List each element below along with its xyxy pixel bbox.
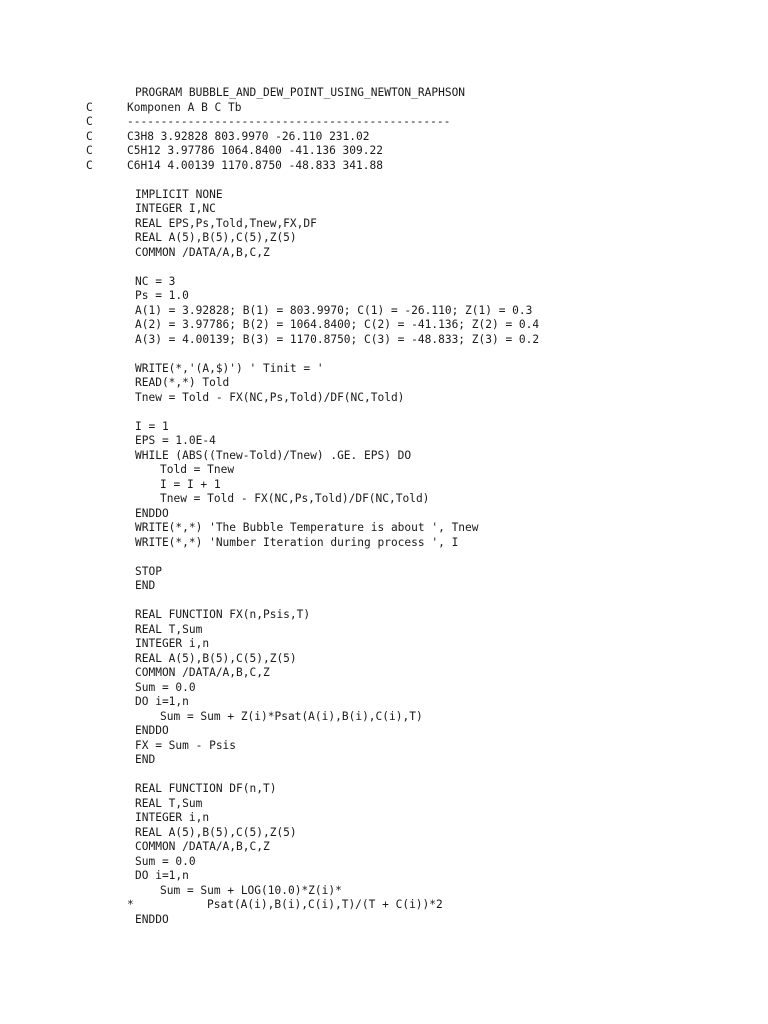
code-line: [0, 869, 768, 884]
code-text: Ps = 1.0: [135, 289, 189, 302]
code-line: [0, 449, 768, 464]
code-line: [0, 463, 768, 478]
code-line: [0, 260, 768, 275]
code-line: [0, 594, 768, 609]
code-line: [0, 130, 768, 145]
code-line: [0, 231, 768, 246]
code-line: [0, 826, 768, 841]
comment-text: C5H12 3.97786 1064.8400 -41.136 309.22: [127, 144, 383, 157]
code-line: [0, 797, 768, 812]
continuation-marker: *: [127, 898, 134, 911]
code-text: END: [135, 579, 156, 592]
code-text: END: [135, 753, 156, 766]
comment-text: C6H14 4.00139 1170.8750 -48.833 341.88: [127, 158, 383, 172]
code-text: Sum = 0.0: [135, 680, 196, 694]
code-line: [0, 840, 768, 855]
code-text: Psat(A(i),B(i),C(i),T)/(T + C(i))*2: [207, 898, 443, 911]
code-line: [0, 521, 768, 536]
code-line: [0, 202, 768, 217]
code-line: [0, 173, 768, 188]
comment-text: Komponen A B C Tb: [127, 100, 242, 114]
code-line: [0, 420, 768, 435]
comment-marker: C: [86, 144, 93, 157]
code-line: [0, 347, 768, 362]
code-text: INTEGER i,n: [135, 811, 210, 824]
code-text: REAL FUNCTION FX(n,Psis,T): [135, 608, 311, 621]
code-line: [0, 434, 768, 449]
code-text: I = 1: [135, 419, 169, 433]
code-line: [0, 362, 768, 377]
code-line: [0, 768, 768, 783]
code-line: [0, 144, 768, 159]
code-line: [0, 115, 768, 130]
code-line: [0, 318, 768, 333]
code-line: [0, 492, 768, 507]
code-text: NC = 3: [135, 274, 176, 288]
code-line: [0, 507, 768, 522]
code-line: [0, 579, 768, 594]
code-text: REAL A(5),B(5),C(5),Z(5): [135, 651, 297, 665]
code-text: COMMON /DATA/A,B,C,Z: [135, 840, 270, 853]
code-line: [0, 536, 768, 551]
code-text: WRITE(*,'(A,$)') ' Tinit = ': [135, 361, 324, 375]
code-text: REAL T,Sum: [135, 622, 203, 636]
code-line: [0, 710, 768, 725]
code-line: [0, 550, 768, 565]
code-line: [0, 608, 768, 623]
code-line: [0, 391, 768, 406]
code-text: Sum = 0.0: [135, 854, 196, 868]
code-line: [0, 217, 768, 232]
code-text: STOP: [135, 564, 162, 578]
code-text: Tnew = Told - FX(NC,Ps,Told)/DF(NC,Told): [160, 492, 430, 505]
code-line: [0, 666, 768, 681]
comment-text: C3H8 3.92828 803.9970 -26.110 231.02: [127, 129, 370, 143]
code-line: [0, 637, 768, 652]
comment-marker: C: [86, 100, 93, 114]
code-line: [0, 188, 768, 203]
code-line: [0, 724, 768, 739]
code-text: REAL A(5),B(5),C(5),Z(5): [135, 825, 297, 839]
code-line: [0, 405, 768, 420]
code-line: [0, 811, 768, 826]
code-line: [0, 739, 768, 754]
code-line: [0, 681, 768, 696]
code-text: DO i=1,n: [135, 869, 189, 882]
code-line: [0, 86, 768, 101]
code-text: COMMON /DATA/A,B,C,Z: [135, 245, 270, 259]
code-line: [0, 478, 768, 493]
code-text: A(3) = 4.00139; B(3) = 1170.8750; C(3) = -48.833; Z(3) = 0.2: [135, 332, 540, 346]
code-line: [0, 333, 768, 348]
code-text: A(1) = 3.92828; B(1) = 803.9970; C(1) = -26.110; Z(1) = 0.3: [135, 303, 533, 317]
code-text: ENDDO: [135, 506, 169, 520]
code-text: REAL EPS,Ps,Told,Tnew,FX,DF: [135, 216, 317, 230]
code-line: [0, 782, 768, 797]
code-text: REAL T,Sum: [135, 796, 203, 810]
code-text: REAL A(5),B(5),C(5),Z(5): [135, 231, 297, 244]
code-line: [0, 753, 768, 768]
code-text: Told = Tnew: [160, 463, 235, 476]
code-text: PROGRAM BUBBLE_AND_DEW_POINT_USING_NEWTON_RAPHSON: [135, 86, 466, 99]
code-text: FX = Sum - Psis: [135, 738, 237, 752]
code-text: ENDDO: [135, 912, 169, 926]
code-line: [0, 652, 768, 667]
code-text: COMMON /DATA/A,B,C,Z: [135, 666, 270, 679]
code-text: ENDDO: [135, 724, 169, 737]
code-text: Tnew = Told - FX(NC,Ps,Told)/DF(NC,Told): [135, 390, 405, 404]
code-text: INTEGER i,n: [135, 637, 210, 650]
code-line: [0, 275, 768, 290]
code-text: DO i=1,n: [135, 695, 189, 708]
code-line: [0, 623, 768, 638]
code-text: A(2) = 3.97786; B(2) = 1064.8400; C(2) = -41.136; Z(2) = 0.4: [135, 318, 540, 331]
code-text: Sum = Sum + LOG(10.0)*Z(i)*: [160, 883, 342, 897]
code-line: [0, 101, 768, 116]
code-text: Sum = Sum + Z(i)*Psat(A(i),B(i),C(i),T): [160, 709, 423, 723]
code-text: INTEGER I,NC: [135, 202, 216, 215]
code-text: WHILE (ABS((Tnew-Told)/Tnew) .GE. EPS) DO: [135, 448, 412, 462]
code-line: [0, 289, 768, 304]
code-text: READ(*,*) Told: [135, 376, 230, 389]
comment-marker: C: [86, 129, 93, 143]
code-text: EPS = 1.0E-4: [135, 434, 216, 447]
code-text: WRITE(*,*) 'The Bubble Temperature is about ', Tnew: [135, 521, 479, 534]
code-line: [0, 304, 768, 319]
fortran-code-listing: [0, 86, 768, 927]
code-line: [0, 159, 768, 174]
code-text: WRITE(*,*) 'Number Iteration during process ', I: [135, 535, 459, 549]
comment-marker: C: [86, 158, 93, 172]
code-line: [0, 898, 768, 913]
code-line: [0, 565, 768, 580]
comment-marker: C: [86, 115, 93, 128]
code-line: [0, 855, 768, 870]
code-line: [0, 246, 768, 261]
comment-text: ------------------------------------------------: [127, 115, 451, 128]
code-text: REAL FUNCTION DF(n,T): [135, 782, 277, 795]
code-text: IMPLICIT NONE: [135, 187, 223, 201]
code-line: [0, 376, 768, 391]
code-line: [0, 913, 768, 928]
code-line: [0, 695, 768, 710]
code-line: [0, 884, 768, 899]
code-text: I = I + 1: [160, 477, 221, 491]
